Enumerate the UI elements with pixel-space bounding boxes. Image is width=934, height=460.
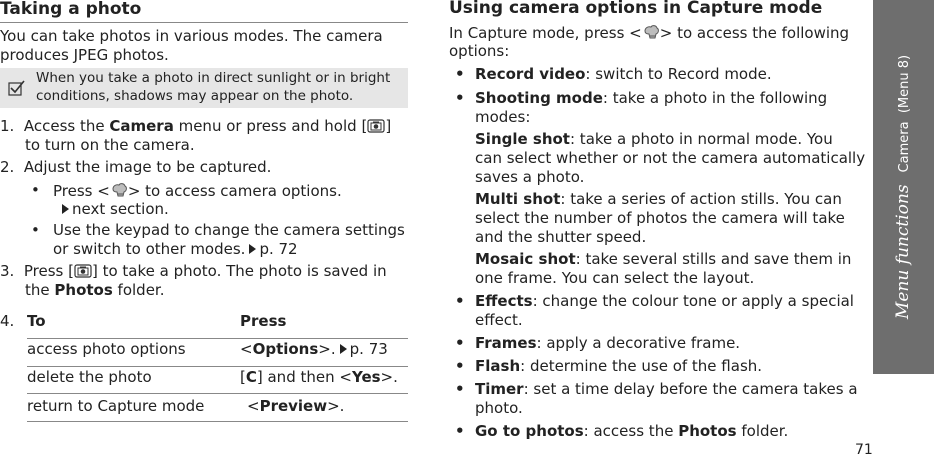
note-text: When you take a photo in direct sunlight or in bright conditions, shadows may appear on the photo. <box>36 70 391 104</box>
side-tab-title: Menu functions <box>892 184 913 320</box>
table-cell-press: [C] and then <Yes>. <box>240 368 398 386</box>
mode-line: select the number of photos the camera will take <box>475 209 845 227</box>
list-item: Record video: switch to Record mode. <box>475 65 772 83</box>
step-4: 4. <box>0 312 15 330</box>
sub-item-1: Press < > to access camera options. <box>53 182 342 200</box>
step-1-line2: to turn on the camera. <box>25 136 195 154</box>
list-bullet: • <box>455 380 465 398</box>
list-bullet: • <box>455 334 465 352</box>
mode-line: can select whether or not the camera automatically <box>475 149 866 167</box>
table-cell-to: delete the photo <box>27 368 152 386</box>
arrow-right-icon <box>249 244 256 254</box>
left-intro: You can take photos in various modes. The camera produces JPEG photos. <box>0 27 383 64</box>
mode-mosaic-shot: Mosaic shot: take several stills and save them in <box>475 250 852 268</box>
step-3: 3. Press [ ] to take a photo. The photo is saved in <box>0 262 387 280</box>
list-item: Shooting mode: take a photo in the following <box>475 89 828 107</box>
step-2: 2. Adjust the image to be captured. <box>0 158 272 176</box>
list-item-line2: effect. <box>475 311 523 329</box>
note-box <box>0 68 408 108</box>
side-tab <box>873 0 934 374</box>
sub-bullet: • <box>31 221 40 239</box>
softkey-icon <box>642 23 660 41</box>
table-cell-press: <Preview>. <box>247 397 345 415</box>
list-bullet: • <box>455 89 465 107</box>
table-rule <box>27 366 408 367</box>
list-item: Frames: apply a decorative frame. <box>475 334 741 352</box>
right-heading: Using camera options in Capture mode <box>449 0 823 18</box>
checkmark-note-icon <box>8 80 26 96</box>
step-1: 1. Access the Camera menu or press and hold [ ] <box>0 117 392 135</box>
list-bullet: • <box>455 357 465 375</box>
side-tab-subtitle: Camera (Menu 8) <box>896 54 912 173</box>
left-heading: Taking a photo <box>0 0 142 19</box>
sub-item-2-line2: or switch to other modes. p. 72 <box>53 240 298 258</box>
table-rule <box>27 338 408 339</box>
step-3-line2: the Photos folder. <box>25 281 165 299</box>
mode-single-shot: Single shot: take a photo in normal mode. You <box>475 130 833 148</box>
list-item-line2: modes: <box>475 108 531 126</box>
list-item: Effects: change the colour tone or apply a special <box>475 292 854 310</box>
table-cell-to: access photo options <box>27 340 186 358</box>
table-header-press: Press <box>240 312 287 330</box>
sub-item-2: Use the keypad to change the camera settings <box>53 221 405 239</box>
list-bullet: • <box>455 292 465 310</box>
page-number: 71 <box>855 442 873 458</box>
list-bullet: • <box>455 65 465 83</box>
list-item: Flash: determine the use of the flash. <box>475 357 763 375</box>
table-header-to: To <box>27 312 46 330</box>
arrow-right-icon <box>62 204 69 214</box>
table-rule <box>27 393 408 394</box>
list-bullet: • <box>455 422 465 440</box>
mode-line: saves a photo. <box>475 168 585 186</box>
mode-line: one frame. You can select the layout. <box>475 269 755 287</box>
mode-line: and the shutter speed. <box>475 228 647 246</box>
right-intro-line2: options: <box>449 42 510 60</box>
softkey-icon <box>110 181 128 199</box>
sub-item-1-line2: next section. <box>58 200 169 219</box>
list-item-line2: photo. <box>475 399 523 417</box>
mode-multi-shot: Multi shot: take a series of action stills. You can <box>475 190 842 208</box>
table-cell-to: return to Capture mode <box>27 397 205 415</box>
camera-icon <box>74 264 92 278</box>
camera-icon <box>367 119 385 133</box>
arrow-right-icon <box>340 344 347 354</box>
sub-bullet: • <box>31 181 40 199</box>
list-item: Go to photos: access the Photos folder. <box>475 422 789 440</box>
table-rule <box>27 421 408 422</box>
table-cell-press: <Options>. p. 73 <box>240 340 388 358</box>
list-item: Timer: set a time delay before the camera takes a <box>475 380 858 398</box>
side-tab-label <box>894 55 914 319</box>
heading-rule <box>0 22 408 23</box>
right-intro: In Capture mode, press < > to access the following <box>449 24 850 42</box>
